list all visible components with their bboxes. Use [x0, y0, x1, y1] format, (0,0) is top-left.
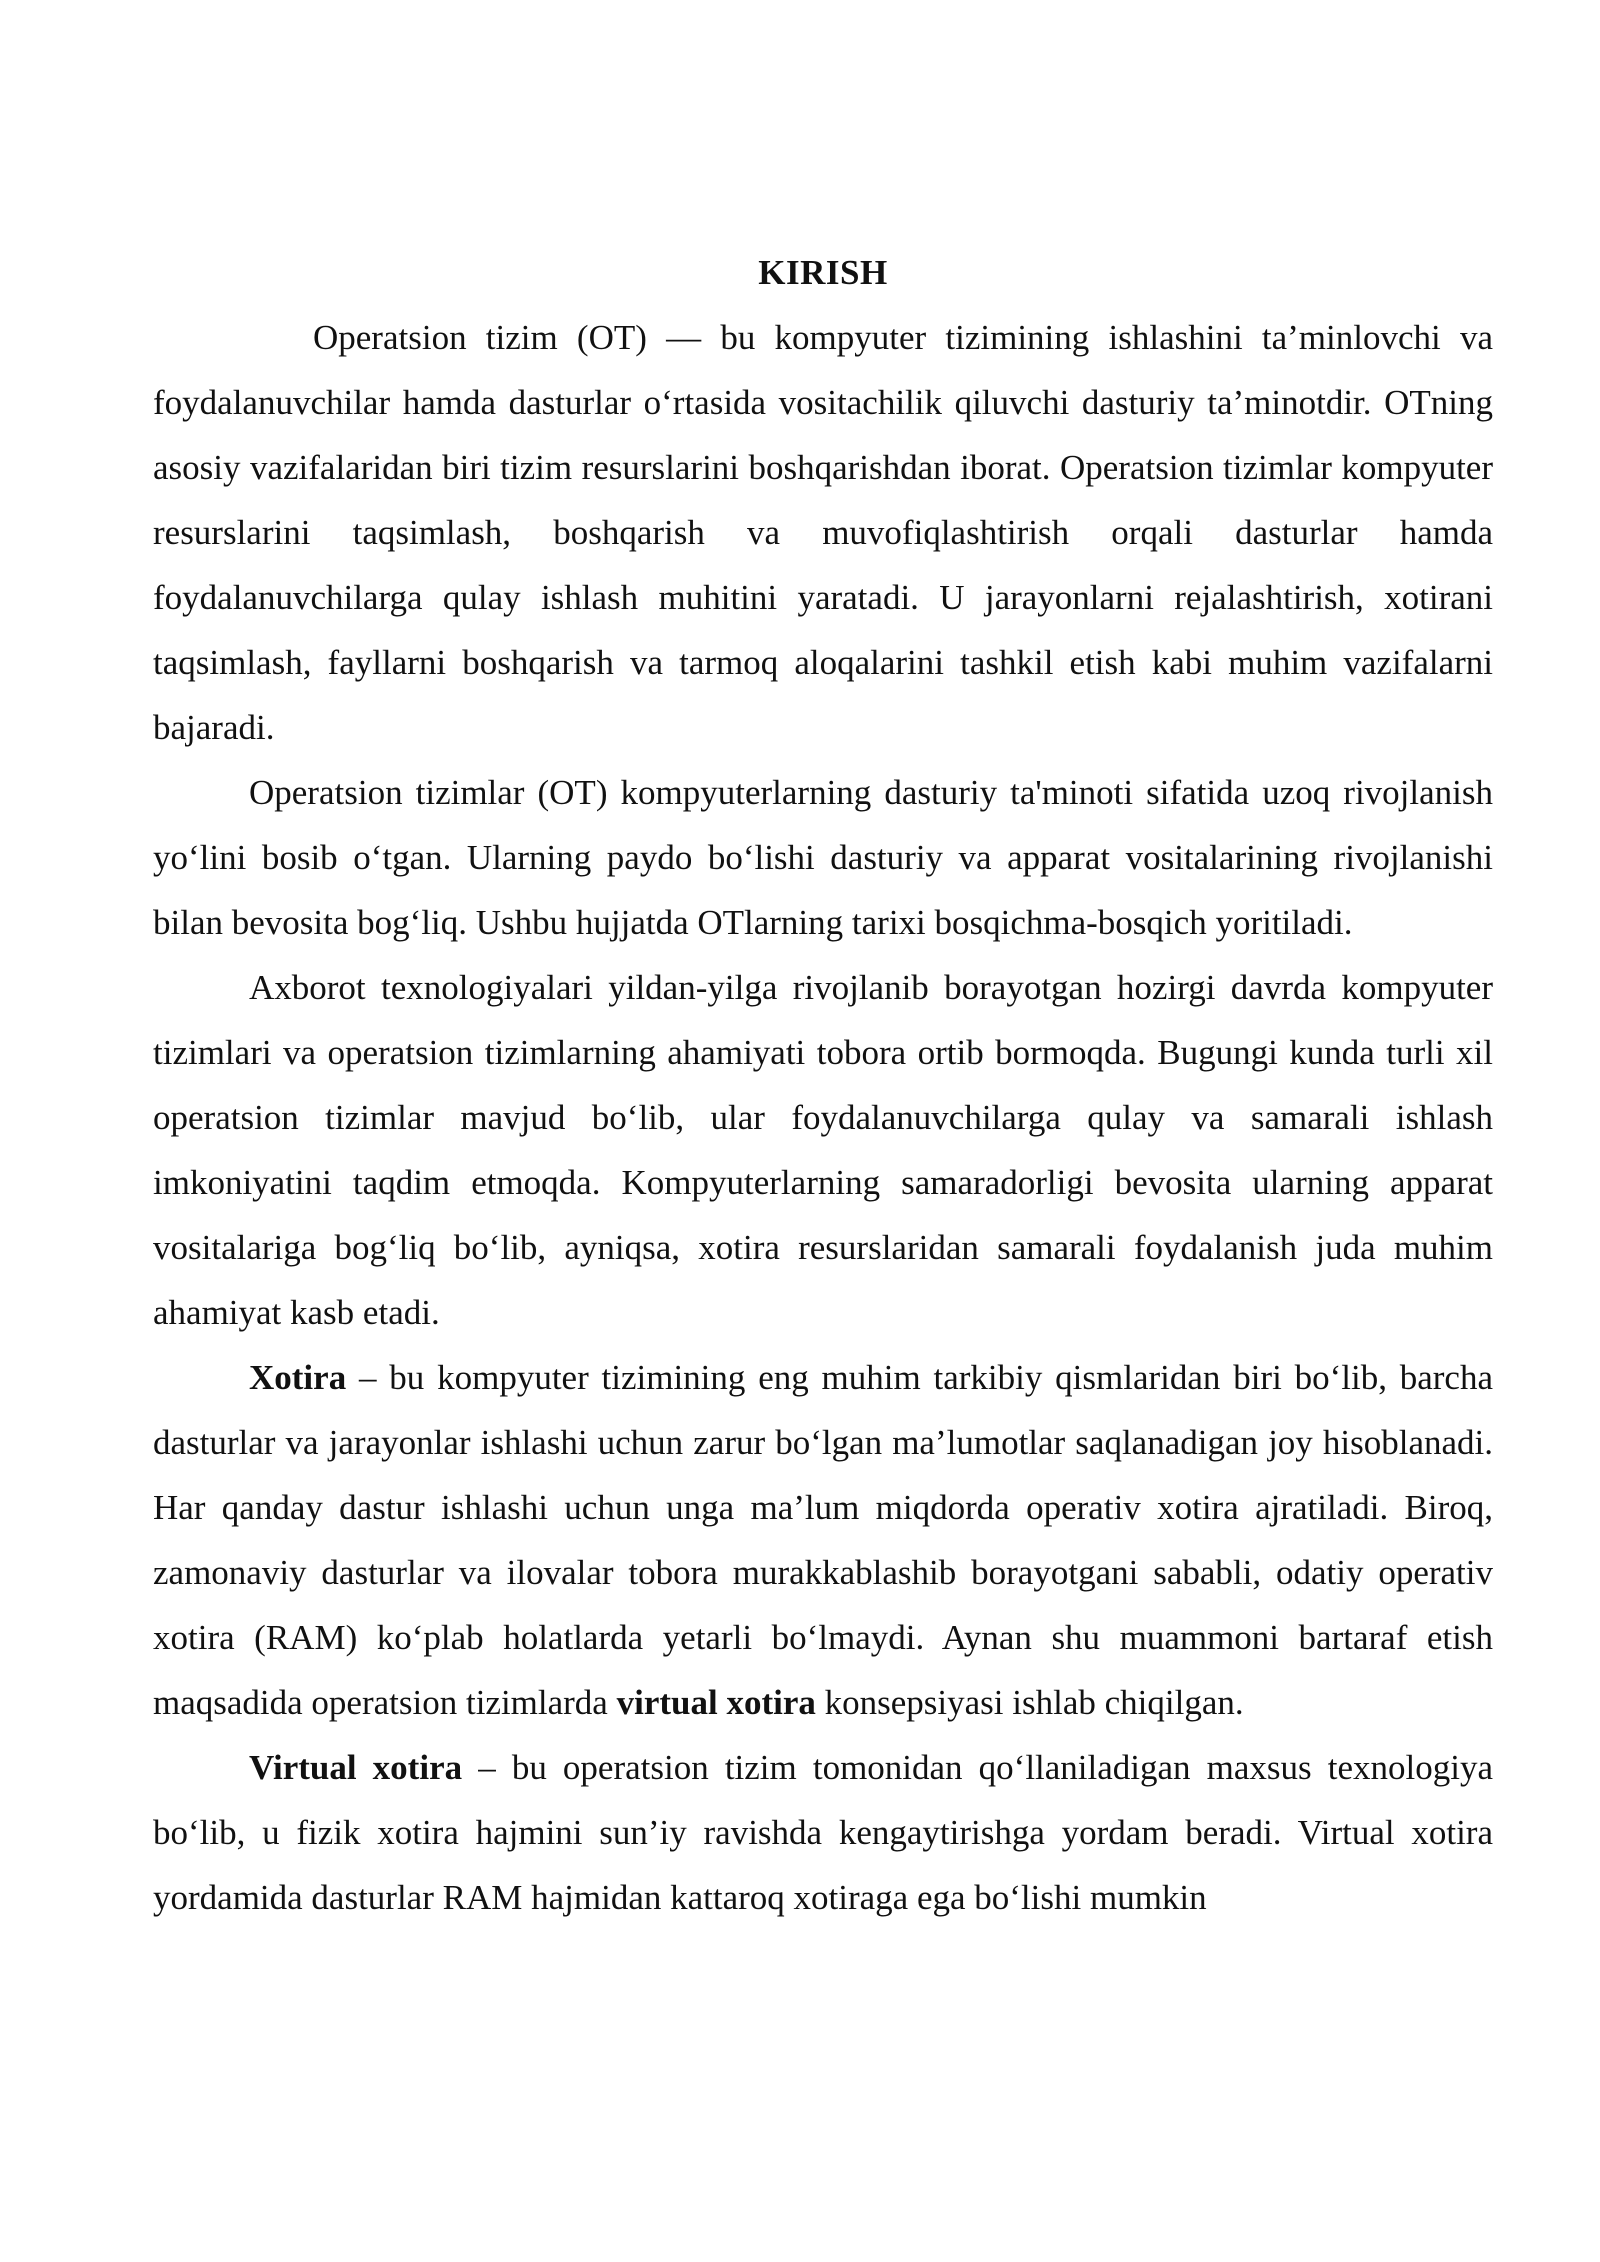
paragraph-virtual-memory-text: – bu operatsion tizim tomonidan qo‘llaniladigan maxsus texnologiya bo‘lib, u fizik xotira hajmini sun’iy ravishda kengaytirishga yordam beradi. Virtual xotira yordamida dasturlar RAM hajmidan kattaroq xotiraga ega bo‘lishi mumkin [153, 1748, 1493, 1917]
term-virtual-memory: Virtual xotira [249, 1748, 463, 1787]
paragraph-history: Operatsion tizimlar (OT) kompyuterlarning dasturiy ta'minoti sifatida uzoq rivojlanish yo‘lini bosib o‘tgan. Ularning paydo bo‘lishi dasturiy va apparat vositalarining rivojlanishi bilan bevosita bog‘liq. Ushbu hujjatda OTlarning tarixi bosqichma-bosqich yoritiladi. [153, 773, 1493, 942]
paragraph-virtual-memory [153, 1735, 1493, 1930]
term-memory: Xotira [249, 1358, 347, 1397]
page-title: KIRISH [758, 253, 888, 292]
document-body [153, 240, 1493, 1930]
paragraph-it-development: Axborot texnologiyalari yildan-yilga rivojlanib borayotgan hozirgi davrda kompyuter tizimlari va operatsion tizimlarning ahamiyati tobora ortib bormoqda. Bugungi kunda turli xil operatsion tizimlar mavjud bo‘lib, ular foydalanuvchilarga qulay va samarali ishlash imkoniyatini taqdim etmoqda. Kompyuterlarning samaradorligi bevosita ularning apparat vositalariga bog‘liq bo‘lib, ayniqsa, xotira resurslaridan samarali foydalanish juda muhim ahamiyat kasb etadi. [153, 968, 1493, 1332]
paragraph-memory-text-b: konsepsiyasi ishlab chiqilgan. [815, 1683, 1244, 1722]
term-virtual-memory-inline: virtual xotira [616, 1683, 816, 1722]
paragraph-memory-text-a: – bu kompyuter tizimining eng muhim tarkibiy qismlaridan biri bo‘lib, barcha dasturlar va jarayonlar ishlashi uchun zarur bo‘lgan ma’lumotlar saqlanadigan joy hisoblanadi. Har qanday dastur ishlashi uchun unga ma’lum miqdorda operativ xotira ajratiladi. Biroq, zamonaviy dasturlar va ilovalar tobora murakkablashib borayotgani sababli, odatiy operativ xotira (RAM) ko‘plab holatlarda yetarli bo‘lmaydi. Aynan shu muammoni bartaraf etish maqsadida operatsion tizimlarda [153, 1358, 1493, 1722]
paragraph-intro: Operatsion tizim (OT) — bu kompyuter tizimining ishlashini ta’minlovchi va foydalanuvchilar hamda dasturlar o‘rtasida vositachilik qiluvchi dasturiy ta’minotdir. OTning asosiy vazifalaridan biri tizim resurslarini boshqarishdan iborat. Operatsion tizimlar kompyuter resurslarini taqsimlash, boshqarish va muvofiqlashtirish orqali dasturlar hamda foydalanuvchilarga qulay ishlash muhitini yaratadi. U jarayonlarni rejalashtirish, xotirani taqsimlash, fayllarni boshqarish va tarmoq aloqalarini tashkil etish kabi muhim vazifalarni bajaradi. [153, 318, 1493, 747]
paragraph-memory [153, 1345, 1493, 1735]
